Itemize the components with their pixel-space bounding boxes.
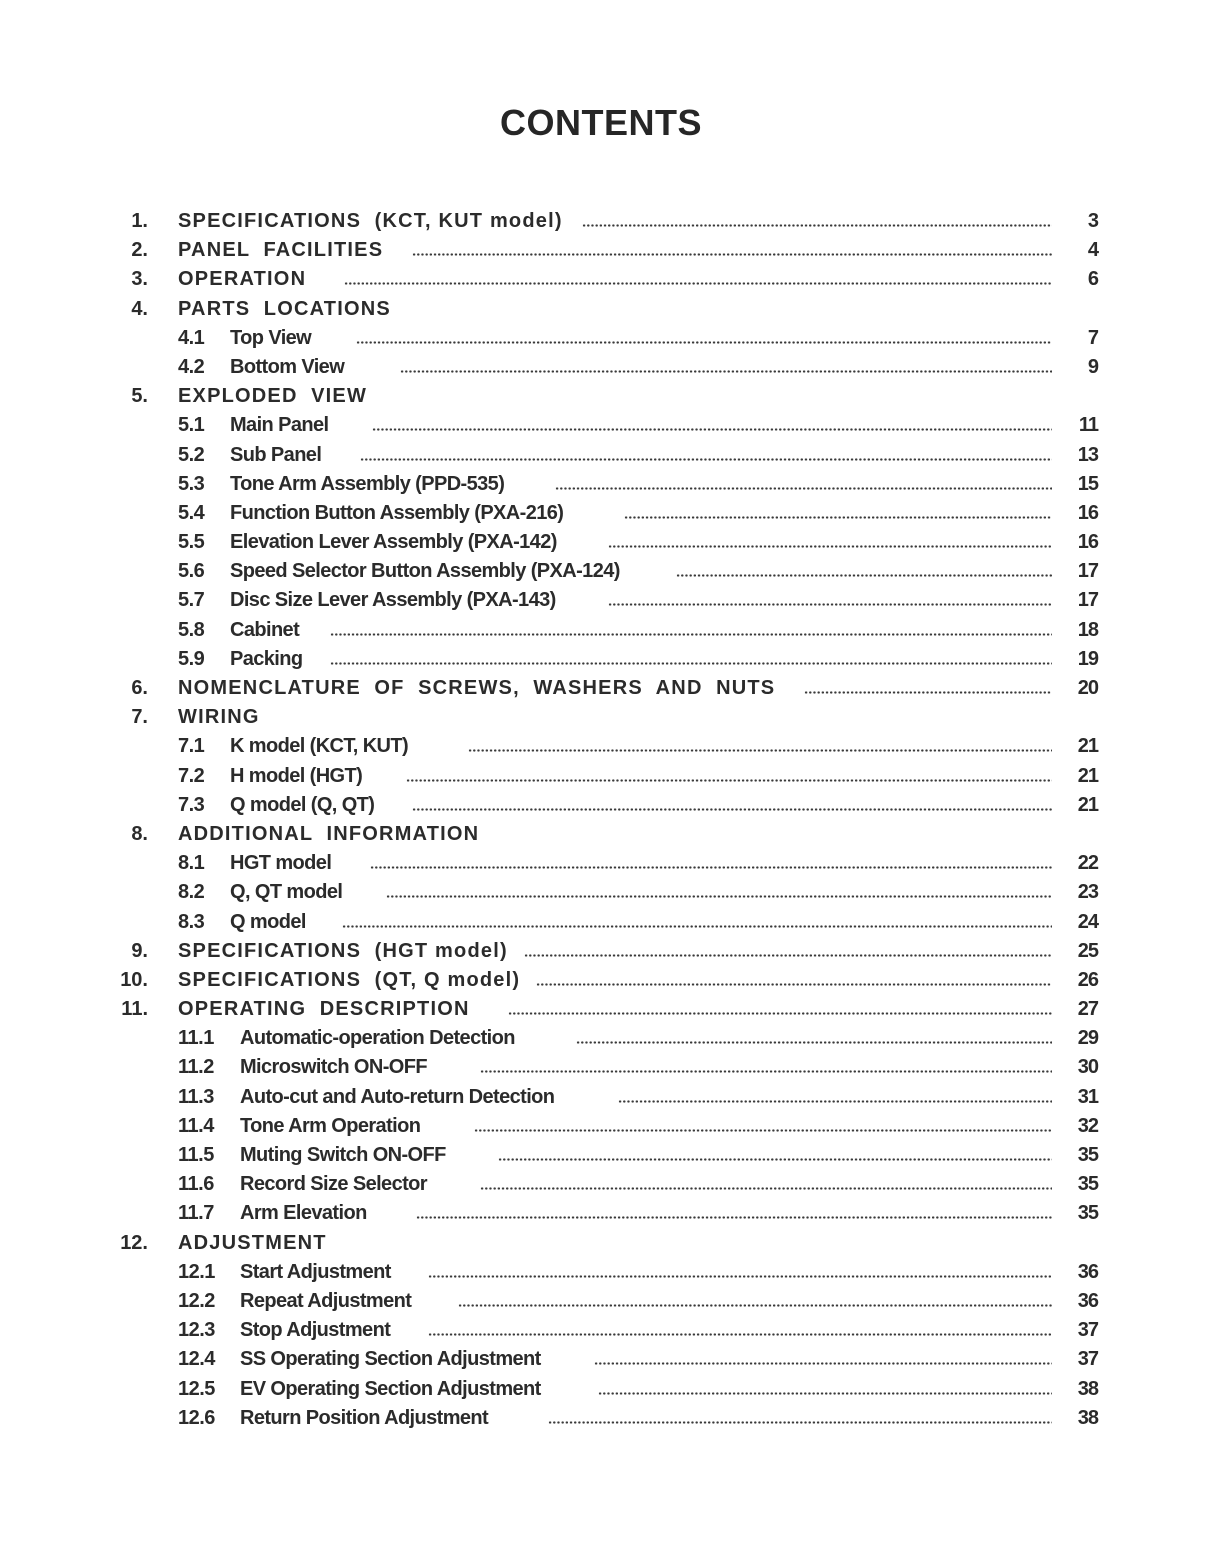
- toc-entry-12-6[interactable]: [0, 1404, 1212, 1433]
- section-title: EV Operating Section Adjustment: [240, 1377, 541, 1400]
- dot-leader: [356, 341, 1052, 344]
- page-number: 22: [1077, 852, 1098, 875]
- toc-entry-5-9[interactable]: [0, 645, 1212, 674]
- dot-leader: [330, 633, 1052, 636]
- toc-entry-12-2[interactable]: [0, 1287, 1212, 1316]
- section-number: 3.: [131, 268, 148, 291]
- dot-leader: [468, 749, 1052, 752]
- section-title: Top View: [230, 326, 312, 349]
- page-number: 36: [1077, 1260, 1098, 1283]
- page-number: 31: [1077, 1085, 1098, 1108]
- toc-entry-11-3[interactable]: [0, 1083, 1212, 1112]
- page-number: 37: [1077, 1348, 1098, 1371]
- dot-leader: [330, 662, 1052, 665]
- page-number: 13: [1077, 443, 1098, 466]
- section-number: 5.2: [178, 443, 205, 466]
- page-number: 9: [1087, 355, 1098, 378]
- toc-entry-11-5[interactable]: [0, 1141, 1212, 1170]
- dot-leader: [360, 458, 1052, 461]
- section-title: Arm Elevation: [240, 1202, 367, 1225]
- toc-entry-4[interactable]: [0, 295, 1212, 324]
- section-title: SS Operating Section Adjustment: [240, 1348, 541, 1371]
- dot-leader: [344, 282, 1052, 285]
- section-title: Q model (Q, QT): [230, 793, 375, 816]
- section-number: 11.2: [178, 1056, 214, 1079]
- dot-leader: [608, 545, 1052, 548]
- dot-leader: [624, 516, 1052, 519]
- dot-leader: [342, 925, 1052, 928]
- dot-leader: [386, 895, 1052, 898]
- dot-leader: [498, 1158, 1052, 1161]
- section-number: 9.: [131, 939, 148, 962]
- dot-leader: [400, 370, 1052, 373]
- page-number: 25: [1077, 939, 1098, 962]
- section-title: PANEL FACILITIES: [178, 239, 384, 262]
- dot-leader: [428, 1333, 1052, 1336]
- section-number: 4.1: [178, 326, 205, 349]
- toc-entry-8-1[interactable]: [0, 849, 1212, 878]
- section-number: 5.1: [178, 414, 205, 437]
- toc-entry-2[interactable]: [0, 236, 1212, 265]
- dot-leader: [412, 808, 1052, 811]
- page-number: 30: [1077, 1056, 1098, 1079]
- section-number: 11.5: [178, 1144, 214, 1166]
- toc-entry-12-5[interactable]: [0, 1375, 1212, 1404]
- toc-entry-11-4[interactable]: [0, 1112, 1212, 1141]
- page-number: 21: [1077, 764, 1098, 787]
- section-number: 7.2: [178, 764, 205, 787]
- dot-leader: [582, 224, 1052, 227]
- section-number: 12.6: [178, 1406, 215, 1429]
- section-title: ADDITIONAL INFORMATION: [178, 822, 480, 845]
- page-number: 6: [1087, 268, 1098, 291]
- toc-entry-9[interactable]: [0, 937, 1212, 966]
- page-number: 21: [1077, 735, 1098, 758]
- page-number: 16: [1077, 501, 1098, 524]
- section-number: 8.: [131, 822, 148, 845]
- section-number: 8.3: [178, 910, 205, 933]
- page-number: 29: [1077, 1027, 1098, 1050]
- page-number: 3: [1087, 210, 1098, 232]
- section-number: 12.3: [178, 1319, 215, 1342]
- page-number: 19: [1077, 647, 1098, 670]
- section-title: Automatic-operation Detection: [240, 1027, 515, 1050]
- section-number: 12.: [120, 1231, 148, 1254]
- section-number: 4.2: [178, 355, 205, 378]
- section-number: 5.6: [178, 560, 205, 583]
- toc-entry-8-2[interactable]: [0, 878, 1212, 907]
- toc-entry-4-2[interactable]: [0, 353, 1212, 382]
- dot-leader: [598, 1392, 1052, 1395]
- section-title: Stop Adjustment: [240, 1319, 391, 1342]
- section-title: PARTS LOCATIONS: [178, 297, 391, 320]
- page-number: 16: [1077, 531, 1098, 554]
- section-title: WIRING: [178, 706, 260, 729]
- section-title: Speed Selector Button Assembly (PXA-124): [230, 560, 620, 583]
- dot-leader: [594, 1362, 1052, 1365]
- section-number: 5.9: [178, 647, 205, 670]
- toc-entry-8-3[interactable]: [0, 908, 1212, 937]
- section-title: Repeat Adjustment: [240, 1289, 412, 1312]
- page-number: 15: [1077, 472, 1098, 495]
- section-number: 10.: [120, 968, 148, 991]
- section-number: 12.2: [178, 1289, 215, 1312]
- toc-entry-5-6[interactable]: [0, 557, 1212, 586]
- section-title: Tone Arm Operation: [240, 1114, 421, 1137]
- dot-leader: [370, 866, 1052, 869]
- toc-entry-12-3[interactable]: [0, 1316, 1212, 1345]
- dot-leader: [428, 1275, 1052, 1278]
- section-number: 5.8: [178, 618, 205, 641]
- section-number: 8.2: [178, 881, 205, 904]
- section-title: HGT model: [230, 852, 332, 875]
- section-title: Q, QT model: [230, 881, 343, 904]
- section-title: ADJUSTMENT: [178, 1231, 327, 1254]
- section-number: 2.: [131, 239, 148, 262]
- section-number: 5.7: [178, 589, 205, 612]
- section-title: SPECIFICATIONS (QT, Q model): [178, 968, 521, 991]
- dot-leader: [416, 1216, 1052, 1219]
- section-number: 1.: [131, 210, 148, 232]
- page-number: 26: [1077, 968, 1098, 991]
- toc-entry-4-1[interactable]: [0, 324, 1212, 353]
- section-number: 11.: [121, 998, 148, 1021]
- dot-leader: [576, 1041, 1052, 1044]
- section-title: Return Position Adjustment: [240, 1406, 489, 1429]
- section-number: 12.1: [178, 1260, 215, 1283]
- section-title: Q model: [230, 910, 306, 933]
- toc-entry-5-8[interactable]: [0, 616, 1212, 645]
- toc-entry-5-1[interactable]: [0, 411, 1212, 440]
- section-number: 11.1: [178, 1027, 214, 1050]
- section-number: 5.4: [178, 501, 205, 524]
- dot-leader: [480, 1187, 1052, 1190]
- toc-entry-12-4[interactable]: [0, 1345, 1212, 1374]
- section-title: Elevation Lever Assembly (PXA-142): [230, 531, 557, 554]
- dot-leader: [804, 691, 1052, 694]
- dot-leader: [412, 253, 1052, 256]
- section-title: Cabinet: [230, 618, 300, 641]
- toc-entry-1[interactable]: [0, 207, 1212, 236]
- toc-entry-11-1[interactable]: [0, 1024, 1212, 1053]
- section-title: Sub Panel: [230, 443, 322, 466]
- dot-leader: [555, 487, 1052, 490]
- dot-leader: [608, 603, 1052, 606]
- dot-leader: [508, 1012, 1052, 1015]
- toc-entry-5[interactable]: [0, 382, 1212, 411]
- page-number: 20: [1077, 677, 1098, 699]
- dot-leader: [536, 983, 1052, 986]
- section-title: Muting Switch ON-OFF: [240, 1144, 446, 1166]
- toc-entry-5-5[interactable]: [0, 528, 1212, 557]
- section-title: H model (HGT): [230, 764, 363, 787]
- page-number: 35: [1077, 1202, 1098, 1225]
- dot-leader: [524, 954, 1052, 957]
- toc-entry-11[interactable]: [0, 995, 1212, 1024]
- page-number: 18: [1077, 618, 1098, 641]
- section-number: 11.3: [178, 1085, 214, 1108]
- section-title: Microswitch ON-OFF: [240, 1056, 427, 1079]
- section-number: 11.7: [178, 1202, 214, 1225]
- section-title: K model (KCT, KUT): [230, 735, 409, 758]
- page-number: 37: [1077, 1319, 1098, 1342]
- section-number: 12.4: [178, 1348, 215, 1371]
- toc-entry-7-3[interactable]: [0, 791, 1212, 820]
- toc-entry-5-3[interactable]: [0, 470, 1212, 499]
- page-number: 36: [1077, 1289, 1098, 1312]
- section-number: 12.5: [178, 1377, 215, 1400]
- dot-leader: [458, 1304, 1052, 1307]
- dot-leader: [406, 779, 1052, 782]
- section-title: Function Button Assembly (PXA-216): [230, 501, 564, 524]
- section-number: 7.1: [178, 735, 205, 758]
- page-number: 17: [1077, 589, 1098, 612]
- toc-entry-7-1[interactable]: [0, 732, 1212, 761]
- page-number: 35: [1077, 1173, 1098, 1196]
- dot-leader: [372, 428, 1052, 431]
- section-title: SPECIFICATIONS (KCT, KUT model): [178, 210, 563, 232]
- page-number: 4: [1087, 239, 1098, 262]
- toc-entry-11-6[interactable]: [0, 1170, 1212, 1199]
- toc-entry-5-4[interactable]: [0, 499, 1212, 528]
- section-title: Auto-cut and Auto-return Detection: [240, 1085, 555, 1108]
- page-number: 32: [1077, 1114, 1098, 1137]
- toc-entry-12-1[interactable]: [0, 1258, 1212, 1287]
- page-number: 38: [1077, 1406, 1098, 1429]
- page-number: 7: [1087, 326, 1098, 349]
- table-of-contents: [0, 207, 1212, 1433]
- toc-entry-5-7[interactable]: [0, 586, 1212, 615]
- dot-leader: [480, 1070, 1052, 1073]
- section-number: 11.6: [178, 1173, 214, 1196]
- toc-entry-11-7[interactable]: [0, 1199, 1212, 1228]
- toc-entry-3[interactable]: [0, 265, 1212, 294]
- page-number: 35: [1077, 1144, 1098, 1166]
- dot-leader: [474, 1129, 1052, 1132]
- section-title: Main Panel: [230, 414, 329, 437]
- page-number: 27: [1077, 998, 1098, 1021]
- toc-entry-7[interactable]: [0, 703, 1212, 732]
- section-title: Start Adjustment: [240, 1260, 391, 1283]
- section-number: 5.5: [178, 531, 205, 554]
- dot-leader: [676, 574, 1052, 577]
- section-number: 5.: [131, 385, 148, 408]
- toc-entry-7-2[interactable]: [0, 762, 1212, 791]
- section-title: Bottom View: [230, 355, 345, 378]
- dot-leader: [618, 1100, 1052, 1103]
- section-number: 5.3: [178, 472, 205, 495]
- section-title: NOMENCLATURE OF SCREWS, WASHERS AND NUTS: [178, 677, 776, 699]
- dot-leader: [548, 1421, 1052, 1424]
- page-title: CONTENTS: [500, 102, 702, 143]
- toc-entry-10[interactable]: [0, 966, 1212, 995]
- section-number: 11.4: [178, 1114, 214, 1137]
- toc-entry-8[interactable]: [0, 820, 1212, 849]
- page-number: 38: [1077, 1377, 1098, 1400]
- toc-entry-6[interactable]: [0, 674, 1212, 703]
- section-title: OPERATING DESCRIPTION: [178, 998, 470, 1021]
- section-title: EXPLODED VIEW: [178, 385, 368, 408]
- page-number: 17: [1077, 560, 1098, 583]
- section-number: 8.1: [178, 852, 205, 875]
- section-title: OPERATION: [178, 268, 307, 291]
- section-title: Tone Arm Assembly (PPD-535): [230, 472, 505, 495]
- section-number: 7.3: [178, 793, 205, 816]
- toc-entry-12[interactable]: [0, 1229, 1212, 1258]
- page-number: 24: [1077, 910, 1098, 933]
- section-number: 7.: [131, 706, 148, 729]
- page-number: 11: [1078, 414, 1098, 437]
- section-title: Record Size Selector: [240, 1173, 427, 1196]
- page-number: 23: [1077, 881, 1098, 904]
- section-title: Packing: [230, 647, 303, 670]
- page-number: 21: [1077, 793, 1098, 816]
- toc-entry-5-2[interactable]: [0, 441, 1212, 470]
- section-title: Disc Size Lever Assembly (PXA-143): [230, 589, 556, 612]
- section-title: SPECIFICATIONS (HGT model): [178, 939, 508, 962]
- section-number: 6.: [131, 677, 148, 699]
- toc-entry-11-2[interactable]: [0, 1053, 1212, 1082]
- section-number: 4.: [131, 297, 148, 320]
